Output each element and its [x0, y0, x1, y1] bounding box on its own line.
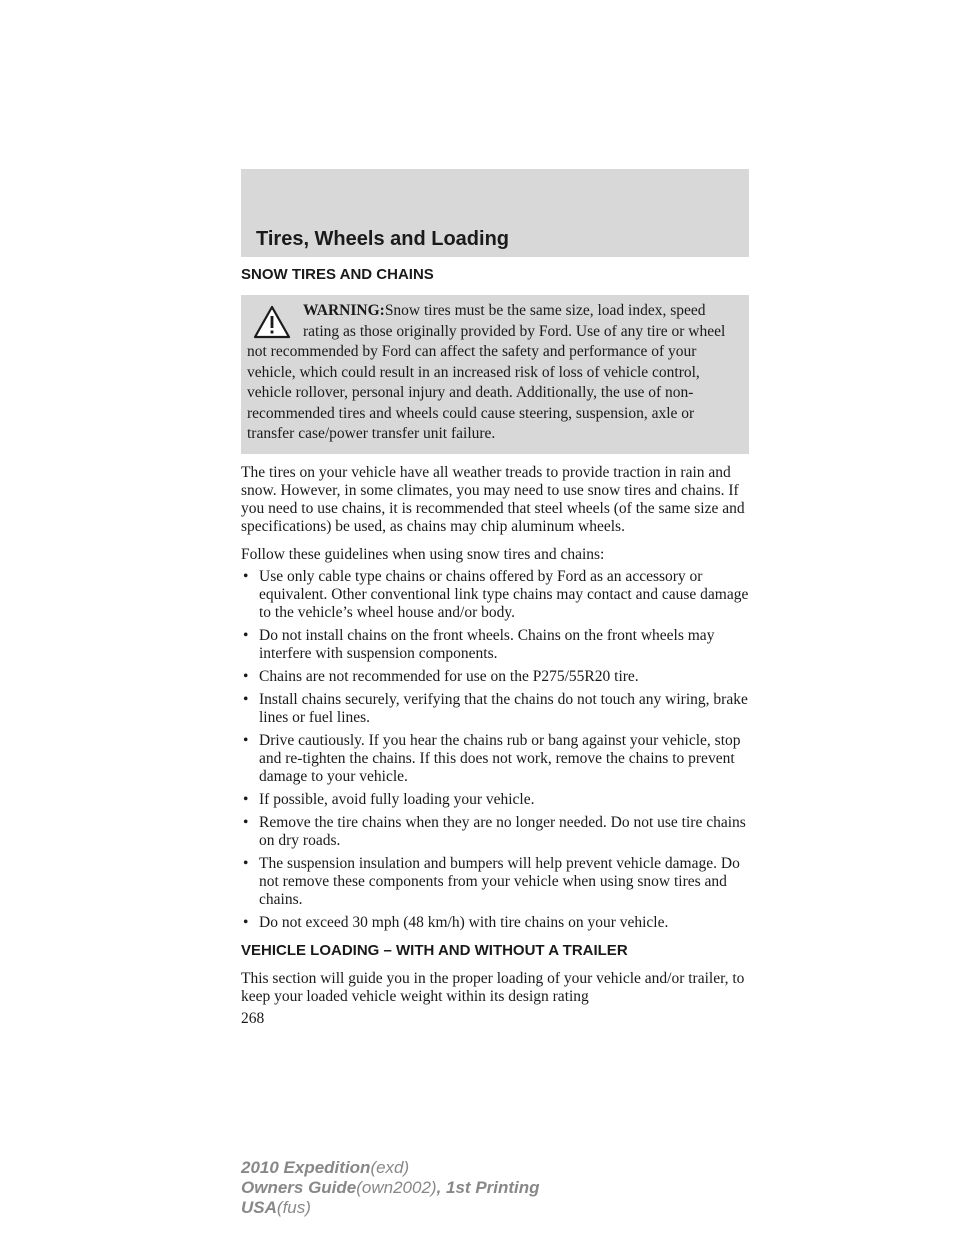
bullet-glyph: • — [243, 567, 249, 585]
list-item: • Chains are not recommended for use on the P275/55R20 tire. — [243, 667, 639, 685]
print-footer — [241, 1158, 540, 1218]
chapter-title: Tires, Wheels and Loading — [256, 228, 510, 250]
page-content — [241, 266, 749, 1028]
bullet-glyph: • — [243, 626, 249, 644]
warning-triangle-icon — [253, 305, 291, 339]
warning-text: Snow tires must be the same size, load index, speed rating as those originally provided by Ford. Use of any tire or wheel not recommended by Ford can affect the safety and performance of your vehicle, which could result in an increased risk of loss of vehicle control, vehicle rollover, personal injury and death. Additionally, the use of non-recommended tires and wheels could cause steering, suspension, axle or transfer case/power transfer unit failure. — [247, 302, 726, 442]
warning-box — [241, 295, 749, 454]
page-number: 268 — [241, 1009, 265, 1027]
warning-label: WARNING: — [303, 302, 385, 319]
paragraph-guidelines-intro: Follow these guidelines when using snow tires and chains: — [241, 545, 605, 563]
guidelines-list — [241, 568, 749, 932]
header-band — [241, 169, 749, 257]
bullet-glyph: • — [243, 813, 249, 831]
section-heading-snow-tires: SNOW TIRES AND CHAINS — [241, 266, 434, 283]
bullet-glyph: • — [243, 913, 249, 931]
bullet-glyph: • — [243, 854, 249, 872]
list-item: • Remove the tire chains when they are no longer needed. Do not use tire chains on dry roads. — [243, 813, 746, 849]
list-item: • Drive cautiously. If you hear the chains rub or bang against your vehicle, stop and re-tighten the chains. If this does not work, remove the chains to prevent damage to your vehicle. — [243, 731, 741, 785]
bullet-glyph: • — [243, 790, 249, 808]
list-item: • If possible, avoid fully loading your vehicle. — [243, 790, 535, 808]
list-item: • Do not install chains on the front wheels. Chains on the front wheels may interfere with suspension components. — [243, 626, 715, 662]
bullet-glyph: • — [243, 690, 249, 708]
paragraph-traction: The tires on your vehicle have all weather treads to provide traction in rain and snow. However, in some climates, you may need to use snow tires and chains. If you need to use chains, it is recommended that steel wheels (of the same size and specifications) be used, as chains may chip aluminum wheels. — [241, 463, 745, 535]
footer-line-region: USA(fus) — [241, 1198, 311, 1217]
section-heading-vehicle-loading: VEHICLE LOADING – WITH AND WITHOUT A TRAILER — [241, 941, 628, 959]
bullet-glyph: • — [243, 731, 249, 749]
bullet-glyph: • — [243, 667, 249, 685]
paragraph-loading-intro: This section will guide you in the proper loading of your vehicle and/or trailer, to keep your loaded vehicle weight within its design rating — [241, 969, 745, 1005]
list-item: • Install chains securely, verifying that the chains do not touch any wiring, brake lines or fuel lines. — [243, 690, 748, 726]
list-item: • Use only cable type chains or chains offered by Ford as an accessory or equivalent. Other conventional link type chains may contact and cause damage to the vehicle’s wheel house and/or body. — [243, 567, 749, 621]
list-item: • The suspension insulation and bumpers will help prevent vehicle damage. Do not remove these components from your vehicle when using snow tires and chains. — [243, 854, 740, 908]
footer-line-guide: Owners Guide(own2002), 1st Printing — [241, 1178, 540, 1197]
footer-line-model: 2010 Expedition(exd) — [241, 1158, 410, 1177]
list-item: • Do not exceed 30 mph (48 km/h) with tire chains on your vehicle. — [243, 913, 669, 931]
